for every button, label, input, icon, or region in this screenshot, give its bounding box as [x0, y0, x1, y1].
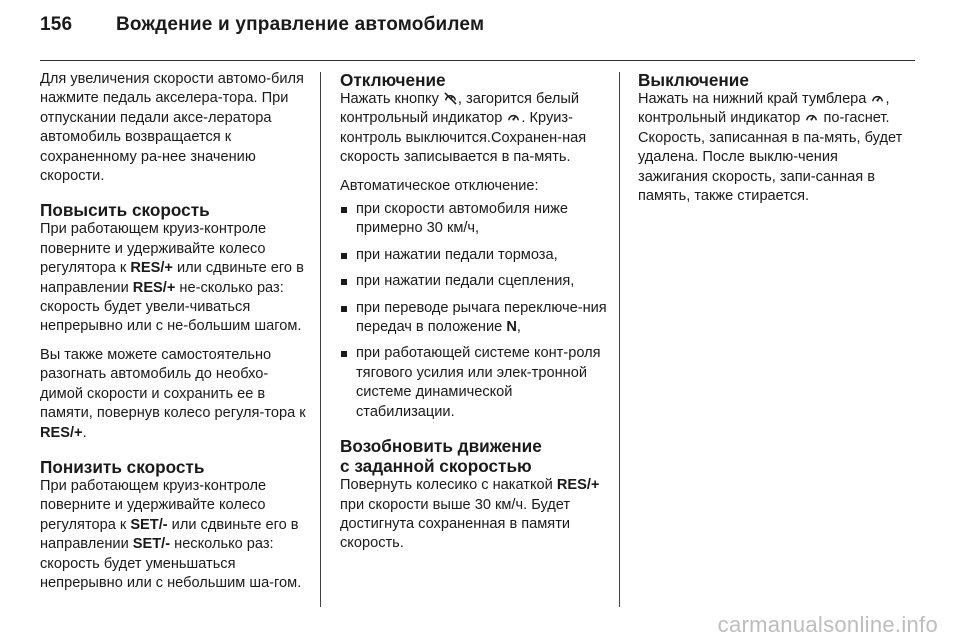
cruise-control-icon: [507, 111, 520, 124]
cruise-control-icon: [805, 111, 818, 124]
list-item: при нажатии педали тормоза,: [340, 246, 608, 265]
key-res-plus: RES/+: [40, 424, 83, 441]
cruise-cancel-icon: [444, 92, 457, 105]
off-paragraph: Нажать кнопку , загорится белый контрольный индикатор . Круиз-контроль выключится.Сохранен-ная скорость записывается в па-мять.: [340, 91, 587, 166]
bullet-square: [341, 351, 347, 357]
section-heading-resume: Возобновить движение с заданной скоростью: [340, 436, 542, 477]
list-item: при переводе рычага переключе-ния передач в положение N,: [340, 299, 608, 338]
column-right: [638, 70, 908, 215]
list-item: при работающей системе конт-роля тягового усилия или элек-тронной системе динамической стабилизации.: [340, 344, 608, 422]
column-divider: [619, 72, 620, 607]
cruise-control-icon: [871, 92, 884, 105]
column-left: [40, 70, 308, 602]
page-header: [40, 14, 484, 48]
section-heading-increase: Повысить скорость: [40, 200, 210, 221]
page-title: Вождение и управление автомобилем: [116, 14, 485, 35]
key-res-plus: RES/+: [132, 279, 176, 296]
watermark: carmanualsonline.info: [717, 612, 938, 637]
key-set-minus: SET/-: [132, 536, 171, 553]
decrease-paragraph: При работающем круиз-контроле поверните и удерживайте колесо регулятора к SET/- или сдвиньте его в направлении SET/- несколько раз: скорость будет уменьшаться непрерывно или с небольшим ша-гом.: [40, 477, 302, 591]
list-item: при скорости автомобиля ниже примерно 30 км/ч,: [340, 200, 608, 239]
auto-off-list: [340, 200, 608, 422]
key-set-minus: SET/-: [130, 516, 168, 533]
increase-paragraph-2: Вы также можете самостоятельно разогнать автомобиль до необхо-димой скорости и сохранить ее в памяти, повернув колесо регуля-тора к RES/+.: [40, 346, 306, 441]
section-heading-decrease: Понизить скорость: [40, 456, 205, 477]
list-item: при нажатии педали сцепления,: [340, 272, 608, 291]
key-res-plus: RES/+: [556, 477, 600, 494]
column-divider: [320, 72, 321, 607]
bullet-square: [341, 306, 347, 312]
increase-paragraph-1: При работающем круиз-контроле поверните и удерживайте колесо регулятора к RES/+ или сдвиньте его в направлении RES/+ не-сколько раз: скорость будет увели-чиваться непрерывно или с не-большим шагом.: [40, 221, 304, 335]
auto-off-label: Автоматическое отключение:: [340, 177, 539, 194]
column-middle: [340, 70, 608, 563]
section-heading-shutdown: Выключение: [638, 70, 749, 90]
header-rule: [40, 60, 915, 61]
key-res-plus: RES/+: [130, 260, 173, 277]
bullet-square: [341, 279, 347, 285]
shutdown-paragraph: Нажать на нижний край тумблера , контрольный индикатор по-гаснет. Скорость, записанная в па-мять, будет удалена. После выклю-чения зажигания скорость, запи-санная в память, также стирается.: [638, 91, 903, 205]
intro-paragraph: Для увеличения скорости автомо-биля нажмите педаль акселера-тора. При отпускании педали аксе-лератора автомобиль возвращается к сохраненному ра-нее значению скорости.: [40, 71, 304, 185]
page-number: 156: [40, 14, 73, 35]
key-gear-n: N: [506, 319, 517, 336]
bullet-square: [341, 253, 347, 259]
section-heading-off: Отключение: [340, 70, 446, 90]
bullet-square: [341, 207, 347, 213]
resume-paragraph: Повернуть колесико с накаткой RES/+ при скорости выше 30 км/ч. Будет достигнута сохраненная в памяти скорость.: [340, 477, 600, 552]
